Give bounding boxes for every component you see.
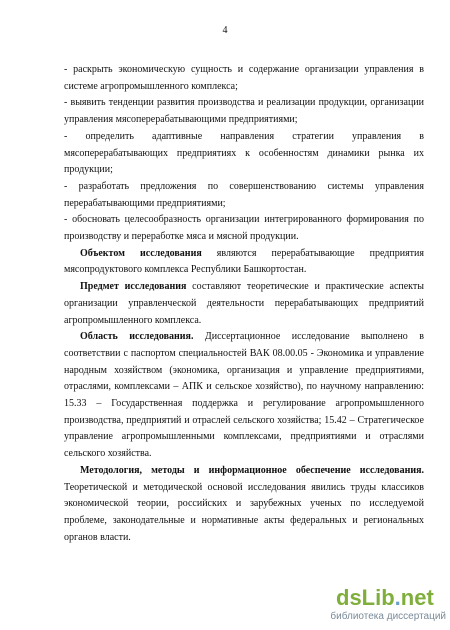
- research-subject-paragraph: [64, 279, 424, 329]
- methodology-heading: Методология, методы и информационное обеспечение исследования.: [80, 464, 424, 476]
- document-body: [64, 62, 424, 546]
- task-item-2: - выявить тенденции развития производства и реализации продукции, организации управления мясоперерабатывающими предприятиями;: [64, 97, 424, 126]
- task-item-5: - обосновать целесообразность организации интегрированного формирования по производству и переработке мяса и мясной продукции.: [64, 214, 424, 243]
- dslib-subtitle: библиотека диссертаций: [330, 611, 446, 622]
- logo-tld: net: [400, 585, 434, 610]
- research-area-text: Диссертационное исследование выполнено в соответствии с паспортом специальностей ВАК 08.00.05 - Экономика и управление народным хозяйством (экономика, организация и управление предприятиями, отраслями, комплексами – АПК и сельское хозяйство), по научному направлению: 15.33 – Государственная поддержка и регулирование агропромышленного производства, предприятий и отраслей сельского хозяйства; 15.42 – Стратегическое управление агропромышленными комплексами, предприятиями и отраслями сельского хозяйства.: [64, 331, 424, 460]
- research-area-paragraph: [64, 329, 424, 463]
- page-number: 4: [222, 25, 228, 36]
- task-item-1: - раскрыть экономическую сущность и содержание организации управления в системе агропромышленного комплекса;: [64, 64, 424, 92]
- methodology-paragraph: [64, 463, 424, 547]
- research-area-heading: Область исследования.: [80, 331, 194, 343]
- research-object-text: являются перерабатывающие предприятия мясопродуктового комплекса Республики Башкортостан.: [64, 247, 424, 276]
- research-object-paragraph: [64, 246, 424, 279]
- dslib-logo: [336, 586, 434, 610]
- logo-main: dsLib: [336, 585, 395, 610]
- task-item-4: - разработать предложения по совершенствованию системы управления перерабатывающими предприятиями;: [64, 180, 424, 209]
- dslib-watermark: [318, 586, 446, 626]
- task-item-3: - определить адаптивные направления стратегии управления в мясоперерабатывающих предприятиях к особенностям динамики рынка их продукции;: [64, 130, 424, 176]
- research-subject-heading: Предмет исследования: [80, 281, 187, 293]
- logo-dot: .: [394, 585, 401, 610]
- research-object-heading: Объектом исследования: [80, 247, 202, 259]
- research-subject-text: составляют теоретические и практические аспекты организации управленческой деятельности перерабатывающих предприятий агропромышленного комплекса.: [64, 281, 424, 326]
- methodology-text: Теоретической и методической основой исследования явились труды классиков экономической теории, российских и зарубежных ученых по исследуемой проблеме, законодательные и нормативные акты федеральных и региональных органов власти.: [64, 481, 424, 543]
